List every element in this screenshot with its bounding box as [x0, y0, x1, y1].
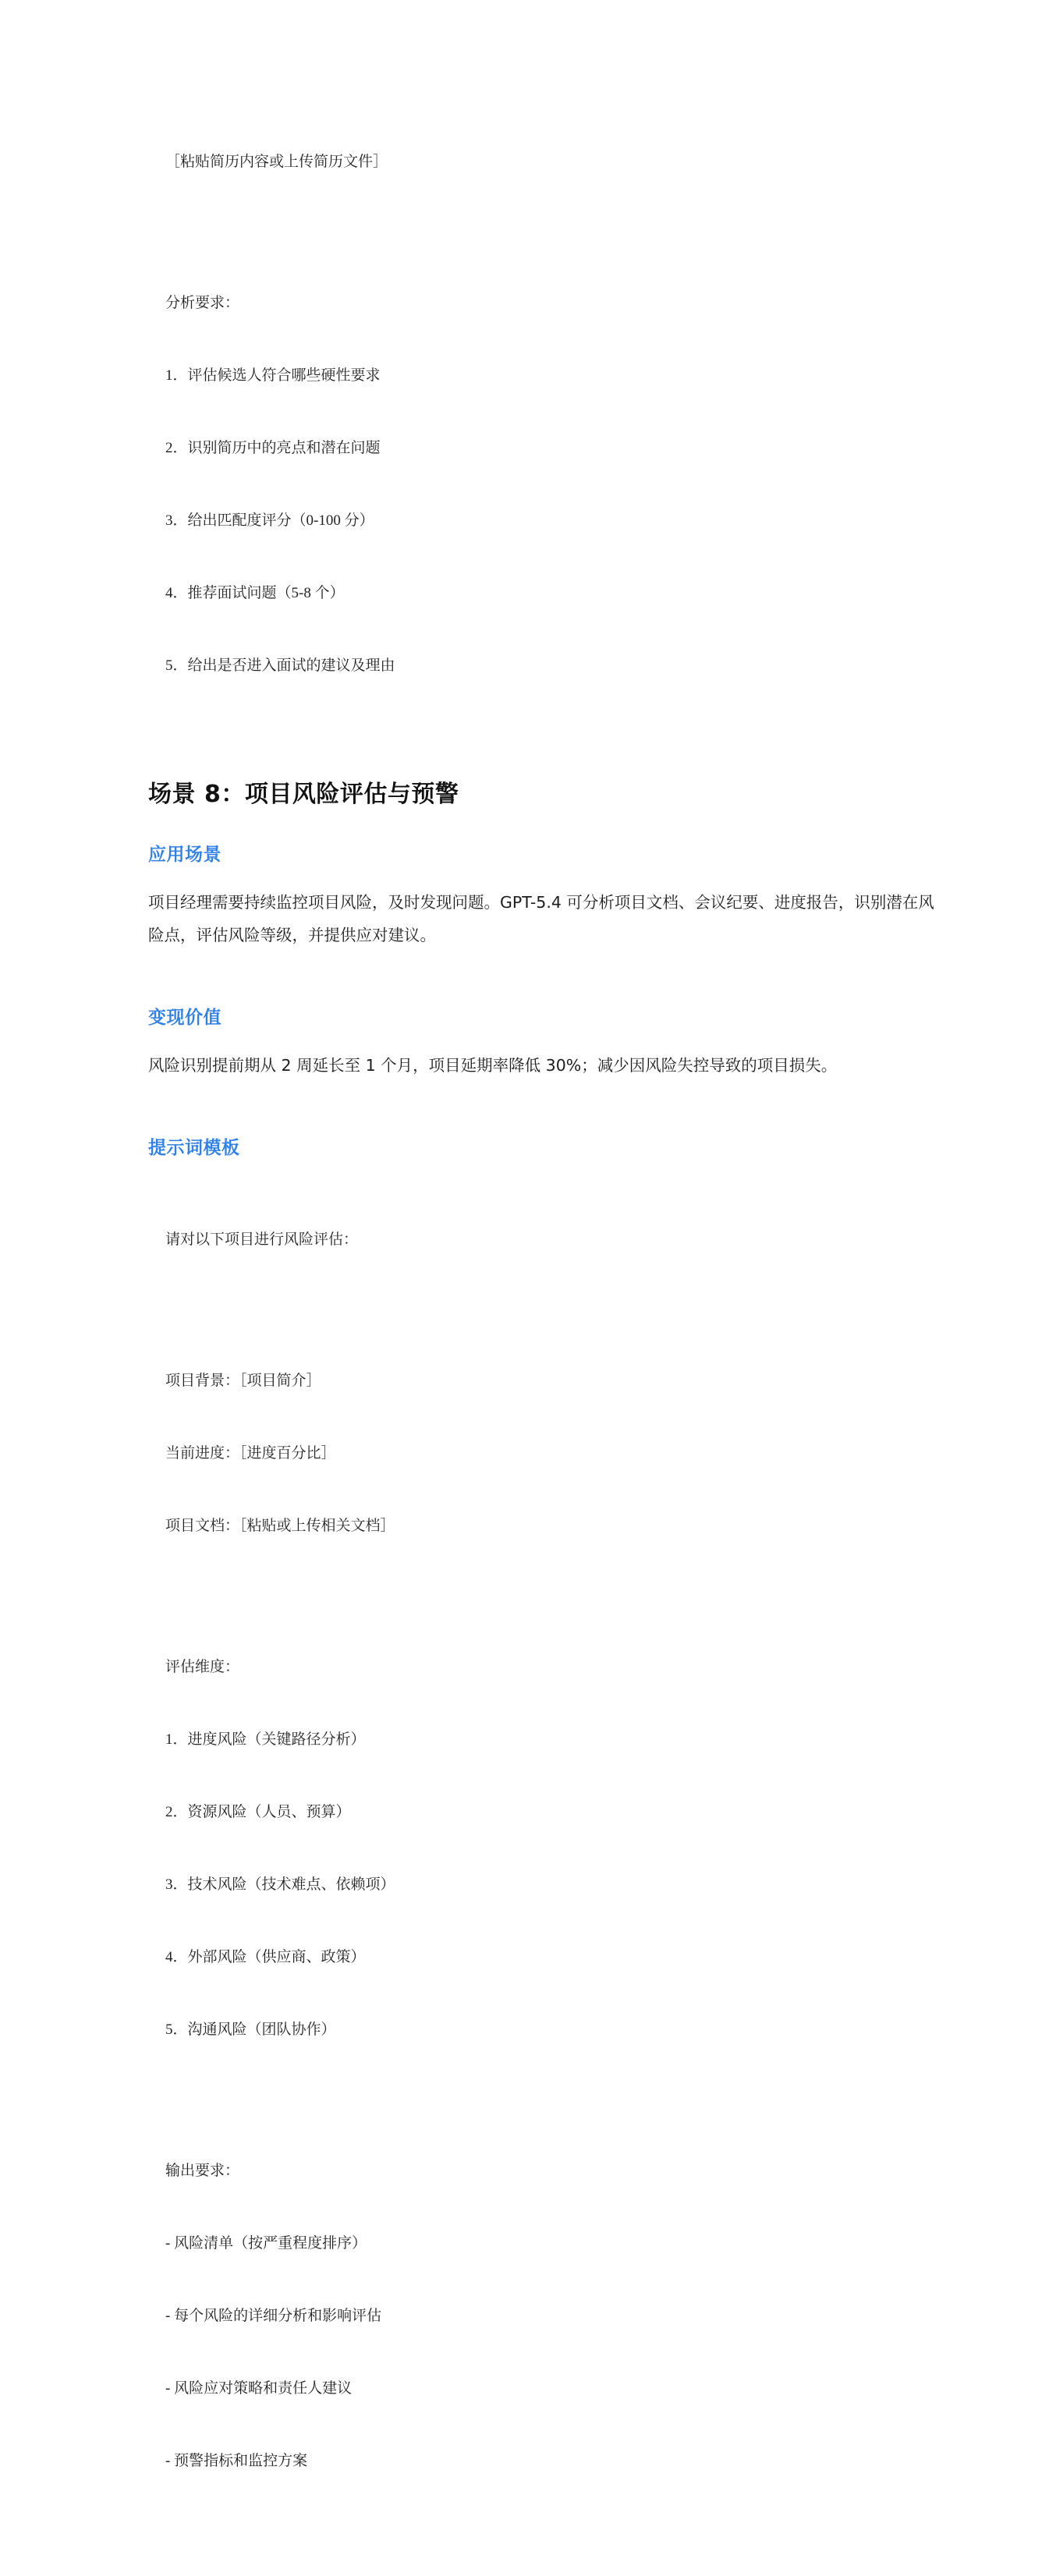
prompt-field-line: 项目背景：［项目简介］	[165, 1373, 321, 1389]
resume-requirements-label: 分析要求：	[165, 295, 240, 311]
prompt-field-line: 当前进度：［进度百分比］	[165, 1445, 336, 1462]
section-paragraph-value: 风险识别提前期从 2 周延长至 1 个月，项目延期率降低 30%；减少因风险失控导致的项目损失。	[148, 1056, 838, 1075]
resume-requirement-item: 3．给出匹配度评分（0-100 分）	[165, 512, 374, 529]
resume-placeholder-line: ［粘贴简历内容或上传简历文件］	[165, 154, 388, 170]
prompt-dimension-item: 2．资源风险（人员、预算）	[165, 1804, 351, 1820]
prompt-dimension-item: 1．进度风险（关键路径分析）	[165, 1731, 366, 1748]
section-paragraph-application: 项目经理需要持续监控项目风险，及时发现问题。GPT-5.4 可分析项目文档、会议纪要、进度报告，识别潜在风险点，评估风险等级，并提供应对建议。	[148, 893, 934, 944]
prompt-intro-line: 请对以下项目进行风险评估：	[165, 1231, 359, 1248]
prompt-field-line: 项目文档：［粘贴或上传相关文档］	[165, 1518, 395, 1534]
prompt-output-item: - 每个风险的详细分析和影响评估	[165, 2308, 382, 2324]
scene-title: 场景 8：项目风险评估与预警	[148, 781, 459, 808]
resume-prompt-block	[165, 101, 939, 726]
prompt-dimension-item: 5．沟通风险（团队协作）	[165, 2021, 336, 2038]
resume-requirement-item: 4．推荐面试问题（5-8 个）	[165, 585, 345, 601]
prompt-dimension-item: 4．外部风险（供应商、政策）	[165, 1949, 366, 1965]
spacer	[165, 1300, 939, 1320]
prompt-output-label: 输出要求：	[165, 2163, 240, 2179]
spacer	[165, 222, 939, 243]
section-heading-prompt-template: 提示词模板	[148, 1138, 240, 1158]
prompt-output-item: - 预警指标和监控方案	[165, 2453, 308, 2469]
prompt-dimensions-label: 评估维度：	[165, 1659, 240, 1675]
prompt-output-item: - 风险应对策略和责任人建议	[165, 2380, 353, 2397]
resume-requirement-item: 1．评估候选人符合哪些硬性要求	[165, 367, 381, 384]
prompt-output-item: - 风险清单（按严重程度排序）	[165, 2235, 367, 2252]
spacer	[148, 1086, 939, 1104]
resume-requirement-item: 2．识别简历中的亮点和潜在问题	[165, 440, 381, 456]
section-heading-value: 变现价值	[148, 1008, 221, 1028]
spacer	[165, 1586, 939, 1607]
prompt-dimension-item: 3．技术风险（技术难点、依赖项）	[165, 1876, 395, 1893]
resume-requirement-item: 5．给出是否进入面试的建议及理由	[165, 657, 395, 674]
section-heading-application: 应用场景	[148, 845, 221, 865]
spacer	[148, 956, 939, 973]
prompt-template-block	[165, 1179, 939, 2521]
spacer	[165, 2090, 939, 2110]
